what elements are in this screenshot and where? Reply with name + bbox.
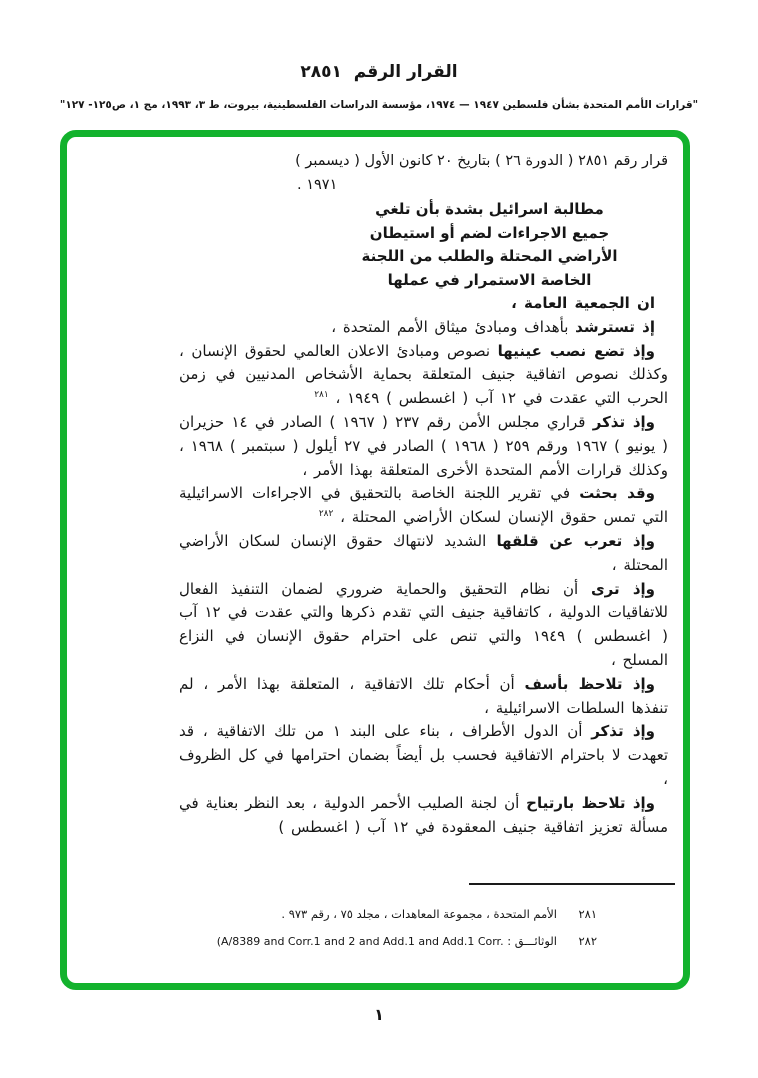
paragraph-text: أن لجنة الصليب الأحمر الدولية ، بعد النظر بعناية في مسألة تعزيز اتفاقية جنيف المعقودة في ١٢ آب ( اغسطس ) [179, 793, 668, 836]
footnote-number: ٢٨١ [578, 907, 597, 921]
document-frame [60, 130, 690, 990]
paragraph-lead: وقد بحثت [579, 484, 655, 503]
paragraph-text: الشديد لانتهاك حقوق الإنسان لسكان الأراضي المحتلة ، [179, 531, 668, 574]
body-paragraph [179, 530, 668, 578]
resolution-intro-line1: قرار رقم ٢٨٥١ ( الدورة ٢٦ ) بتاريخ ٢٠ كانون الأول ( ديسمبر ) [295, 153, 668, 169]
footnote [217, 907, 597, 921]
doc-title: القرار الرقم ٢٨٥١ [300, 62, 458, 82]
body-paragraph [179, 482, 668, 530]
body-paragraph [179, 578, 668, 673]
page-number: ١ [374, 1005, 384, 1024]
heading-line: جميع الاجراءات لضم أو استيطان [369, 223, 610, 242]
footnote-text-arabic: الوثائـــق : [507, 934, 557, 948]
resolution-intro-line2: ١٩٧١ . [297, 177, 338, 193]
footnotes [217, 894, 597, 949]
footnote-number: ٢٨٢ [578, 934, 597, 948]
footnote-separator [469, 883, 675, 885]
paragraph-text: نصوص ومبادئ الاعلان العالمي لحقوق الإنسان ، وكذلك نصوص اتفاقية جنيف المتعلقة بحماية الأشخاص المدنيين في زمن الحرب التي عقدت في ١٢ آب ( اغسطس ) ١٩٤٩ ، [179, 341, 668, 408]
paragraph-lead: وإذ تلاحظ بأسف [524, 674, 655, 693]
paragraph-text: قراري مجلس الأمن رقم ٢٣٧ ( ١٩٦٧ ) الصادر في ١٤ حزيران ( يونيو ) ١٩٦٧ ورقم ٢٥٩ ( ١٩٦٨ ) الصادر في ٢٧ أيلول ( سبتمبر ) ١٩٦٨ ، وكذلك قرارات الأمم المتحدة الأخرى المتعلقة بهذا الأمر ، [179, 412, 669, 479]
paragraph-lead: ان الجمعية العامة ، [511, 294, 655, 312]
paragraph-lead: وإذ ترى [590, 579, 655, 598]
body-paragraph [179, 316, 668, 340]
paragraph-lead: وإذ تلاحظ بارتياح [526, 793, 655, 812]
footnote-text: الأمم المتحدة ، مجموعة المعاهدات ، مجلد ٧٥ ، رقم ٩٧٣ . [281, 907, 557, 921]
paragraph-text: في تقرير اللجنة الخاصة بالتحقيق في الاجراءات الاسرائيلية التي تمس حقوق الإنسان لسكان الأراضي المحتلة ، [179, 484, 668, 527]
body-paragraph [179, 720, 668, 791]
paragraph-text: بأهداف ومبادئ ميثاق الأمم المتحدة ، [331, 317, 576, 336]
paragraph-lead: وإذ تذكر [591, 722, 655, 741]
footnote-ref-282: ٢٨٢ [318, 509, 334, 520]
body-paragraph [179, 411, 668, 482]
footnote [217, 934, 597, 949]
body-paragraph [179, 792, 668, 840]
paragraph-text: أن الدول الأطراف ، بناء على البند ١ من تلك الاتفاقية ، قد تعهدت لا باحترام الاتفاقية فحسب بل أيضاً بضمان احترامها في كل الظروف ، [179, 722, 668, 788]
body-paragraph [179, 292, 668, 316]
footnote-text-latin: (A/8389 and Corr.1 and 2 and Add.1 and Add.1 Corr. [216, 935, 504, 948]
paragraph-lead: وإذ تضع نصب عينيها [497, 341, 655, 360]
footnote-text [217, 934, 557, 949]
paragraph-text: أن نظام التحقيق والحماية ضروري لضمان التنفيذ الفعال للاتفاقيات الدولية ، كاتفاقية جنيف التي تقدم ذكرها والتي عقدت في ١٢ آب ( اغسطس ) ١٩٤٩ والتي تنص على احترام حقوق الإنسان في النزاع المسلح ، [179, 579, 668, 669]
paragraph-lead: وإذ تذكر [592, 412, 655, 431]
paragraph-text: أن أحكام تلك الاتفاقية ، المتعلقة بهذا الأمر ، لم تنفذها السلطات الاسرائيلية ، [179, 674, 668, 717]
paragraph-lead: إذ تسترشد [575, 317, 655, 336]
document-body [67, 137, 683, 983]
doc-source-line: "قرارات الأمم المتحدة بشأن فلسطين ١٩٤٧ — ١٩٧٤، مؤسسة الدراسات الفلسطينية، بيروت، ط ٣، ١٩٩٣، مج ١، ص١٢٥- ١٢٧" [59, 99, 699, 111]
heading-line: الخاصة الاستمرار في عملها [387, 270, 592, 289]
resolution-heading [245, 198, 690, 292]
heading-line: مطالبة اسرائيل بشدة بأن تلغي [375, 200, 604, 218]
body-paragraph [179, 340, 668, 411]
heading-line: الأراضي المحتلة والطلب من اللجنة [361, 247, 618, 265]
footnote-ref-281: ٢٨١ [314, 390, 329, 401]
body-paragraph [179, 673, 668, 721]
paragraph-lead: وإذ تعرب عن قلقها [496, 531, 655, 550]
